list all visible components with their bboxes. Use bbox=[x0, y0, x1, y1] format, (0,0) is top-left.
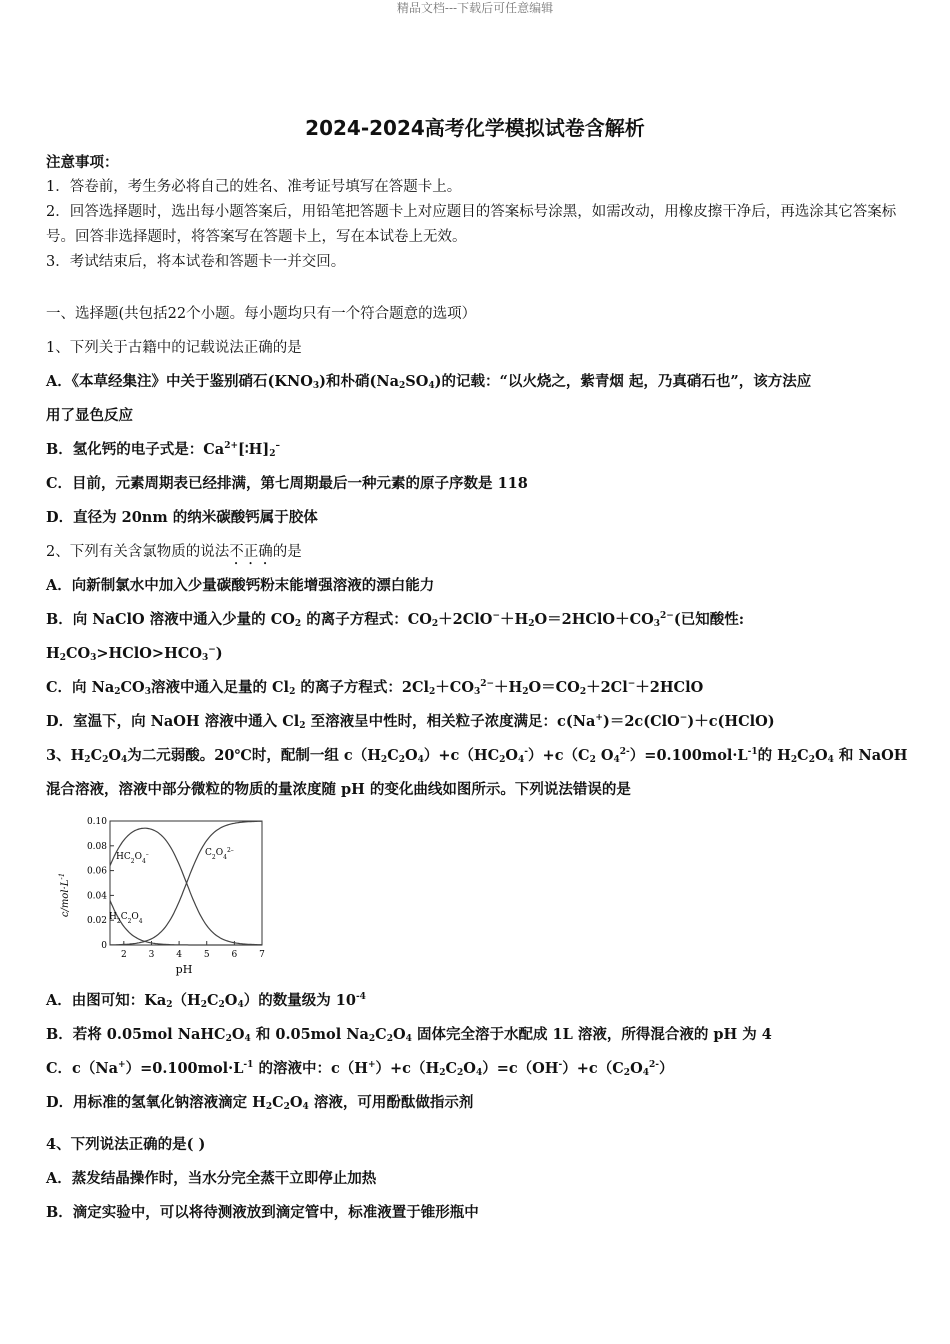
q1-option-a: A．《本草经集注》中关于鉴别硝石$(KNO_3)$和朴硝$(Na_2SO_4)$的记载：“以火烧之，紫青烟 起，乃真硝石也”，该方法应 bbox=[46, 373, 812, 391]
series-label-h2c2o4: $H_2C_2O_4$ bbox=[109, 912, 143, 925]
y-axis-label: $c/mol\cdot L^{-1}$ bbox=[58, 872, 71, 918]
q2-option-c: C．向 $Na_2CO_3$溶液中通入足量的 $Cl_2$ 的离子方程式：$2Cl_2+CO_3^{2-}+H_2O=CO_2+2Cl^-+2HClO$ bbox=[46, 679, 704, 697]
notes-item-1: 1．答卷前，考生务必将自己的姓名、准考证号填写在答题卡上。 bbox=[46, 179, 462, 195]
q4-stem: 4、下列说法正确的是( ) bbox=[46, 1136, 206, 1153]
q1-option-d: D．直径为 20nm 的纳米碳酸钙属于胶体 bbox=[46, 509, 318, 526]
notes-heading: 注意事项： bbox=[46, 154, 119, 171]
q2-option-a: A．向新制氯水中加入少量碳酸钙粉末能增强溶液的漂白能力 bbox=[46, 577, 435, 594]
series-label-hc2o4: $HC_2O_4^-$ bbox=[116, 850, 149, 865]
x-axis-label: pH bbox=[175, 963, 193, 976]
q1-option-b: B．氢化钙的电子式是：$Ca^{2+}[∶H]_2^-$ bbox=[46, 441, 280, 459]
q3-stem-cont: 混合溶液，溶液中部分微粒的物质的量浓度随 pH 的变化曲线如图所示。下列说法错误的是 bbox=[46, 781, 631, 798]
q2-option-b-cont: $H_2CO_3>HClO>HCO_3^-$) bbox=[46, 645, 223, 663]
q2-option-b: B．向 NaClO 溶液中通入少量的 $CO_2$ 的离子方程式：$CO_2+2ClO^-+H_2O=2HClO+CO_3^{2-}$(已知酸性: bbox=[46, 611, 745, 629]
notes-item-2: 2．回答选择题时，选出每小题答案后，用铅笔把答题卡上对应题目的答案标号涂黑，如需改动，用橡皮擦干净后，再选涂其它答案标号。回答非选择题时，将答案写在答题卡上，写在本试卷上无效。 bbox=[46, 204, 897, 245]
y-tick-label: 0.08 bbox=[86, 841, 107, 852]
x-tick-label: 7 bbox=[259, 950, 265, 960]
y-tick-label: 0.04 bbox=[86, 891, 107, 902]
q3-stem: 3、$H_2C_2O_4$为二元弱酸。20℃时，配制一组 $c(H_2C_2O_4)+c(HC_2O_4^-)+c(C_2$ $O_4^{2-})=0.100mol\cdot L^{-1}$的 $H_2C_2O_4$ 和 NaOH bbox=[46, 747, 908, 765]
q3-option-a: A．由图可知：$Ka_2(H_2C_2O_4)$的数量级为 $10^{-4}$ bbox=[46, 992, 366, 1010]
x-tick-label: 3 bbox=[148, 950, 155, 960]
q3-option-c: C．$c(Na^+)=0.100mol\cdot L^{-1}$ 的溶液中：$c(H^+)+c(H_2C_2O_4)=c(OH^-)+c(C_2O_4^{2-})$ bbox=[46, 1060, 674, 1078]
curve-c2o4 bbox=[110, 821, 262, 945]
series-label-c2o4: $C_2O_4^{2-}$ bbox=[205, 846, 234, 861]
questions-block bbox=[46, 297, 908, 1230]
y-tick-label: 0.02 bbox=[86, 916, 107, 927]
x-tick-label: 6 bbox=[231, 950, 238, 960]
q2-stem: 2、下列有关含氯物质的说法不正确的是 bbox=[46, 544, 302, 560]
section-heading: 一、选择题(共包括22个小题。每小题均只有一个符合题意的选项） bbox=[46, 306, 477, 322]
x-tick-label: 5 bbox=[203, 950, 210, 960]
x-tick-label: 2 bbox=[120, 950, 127, 960]
q3-option-d: D．用标准的氢氧化钠溶液滴定 $H_2C_2O_4$ 溶液，可用酚酞做指示剂 bbox=[46, 1094, 474, 1112]
y-tick-label: 0.06 bbox=[86, 866, 107, 877]
q4-option-a: A．蒸发结晶操作时，当水分完全蒸干立即停止加热 bbox=[46, 1170, 377, 1187]
page-watermark: 精品文档---下载后可任意编辑 bbox=[396, 1, 554, 15]
q1-option-c: C．目前，元素周期表已经排满，第七周期最后一种元素的原子序数是 118 bbox=[46, 475, 528, 492]
q1-option-a-cont: 用了显色反应 bbox=[46, 407, 133, 424]
y-tick-label: 0.10 bbox=[86, 817, 107, 827]
concentration-ph-chart bbox=[54, 815, 269, 980]
q1-stem: 1、下列关于古籍中的记载说法正确的是 bbox=[46, 340, 302, 356]
page-title: 2024-2024高考化学模拟试卷含解析 bbox=[305, 116, 645, 140]
x-tick-label: 4 bbox=[176, 950, 182, 960]
curve-h2c2o4 bbox=[110, 900, 262, 945]
y-tick-label: 0 bbox=[101, 941, 107, 951]
q4-option-b: B．滴定实验中，可以将待测液放到滴定管中，标准液置于锥形瓶中 bbox=[46, 1204, 479, 1221]
chart-svg bbox=[54, 815, 269, 980]
q2-option-d: D．室温下，向 NaOH 溶液中通入 $Cl_2$ 至溶液呈中性时，相关粒子浓度满足：c(Na+)＝2c(ClO−)＋c(HClO) bbox=[46, 713, 775, 731]
notes-block bbox=[46, 150, 906, 275]
q3-option-b: B．若将 0.05mol $NaHC_2O_4$ 和 0.05mol $Na_2C_2O_4$ 固体完全溶于水配成 1L 溶液，所得混合液的 pH 为 4 bbox=[46, 1026, 772, 1044]
curve-hc2o4 bbox=[110, 828, 262, 945]
notes-item-3: 3．考试结束后，将本试卷和答题卡一并交回。 bbox=[46, 254, 346, 270]
